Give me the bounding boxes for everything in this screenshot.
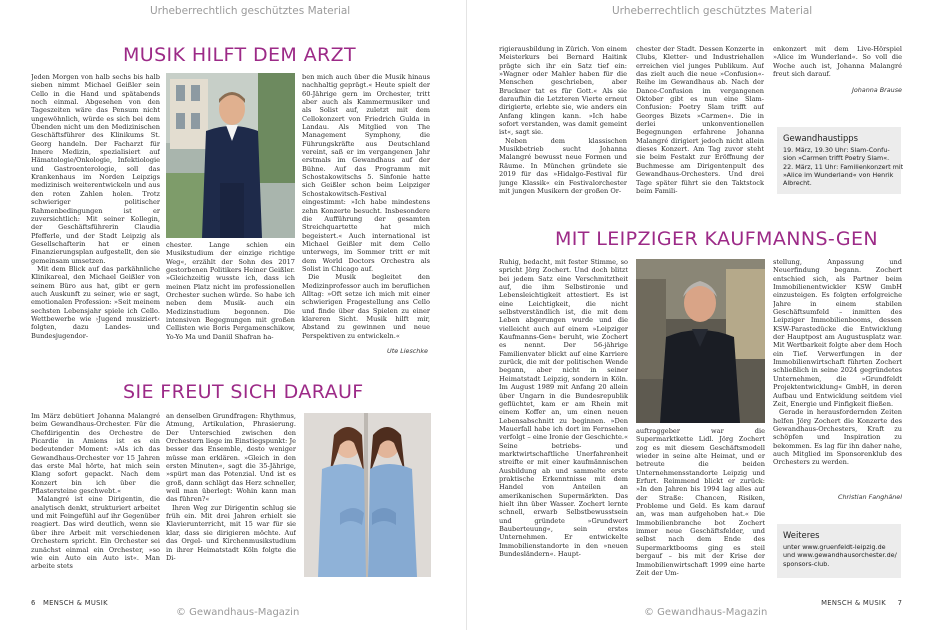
article3-column-2 bbox=[636, 427, 765, 580]
photo-joerg-zochert-image bbox=[636, 259, 765, 423]
article1-paragraph: Mit dem Blick auf das parkähnliche Klinikareal, den Michael Geißler von seinem Büro aus hat, gibt er gern auch Auskunft zu seiner, wie er sagt, emotionalen Profession: »Seit meinem sechsten Lebensjahr spiele ich Cello. Wettbewerbe wie ›Jugend musiziert‹ folgten, dazu Landes- und Bundesjugendor- bbox=[31, 264, 160, 340]
copyright-right: © Gewandhaus-Magazin bbox=[644, 607, 768, 618]
article2-column-1 bbox=[31, 412, 160, 582]
info-line-1[interactable]: unter www.gruenfeldt-leipzig.de bbox=[783, 543, 886, 551]
article-title-kaufmanns-gen: MIT LEIPZIGER KAUFMANNS-GEN bbox=[555, 228, 879, 250]
article-title-sie-freut: SIE FREUT SICH DARAUF bbox=[123, 381, 364, 403]
info-line-3[interactable]: sponsors-club. bbox=[783, 559, 830, 568]
article2-paragraph: Im März debütiert Johanna Malangré beim Gewandhaus-Orchester. Für die Chefdirigentin des Orchestre de Picardie in Amiens ist es ein bedeutender Moment: »Als ich das Gewandhaus-Orchester vor 15 Jahren das erste Mal hörte, hat mich sein Klang sofort gepackt. Nach dem Konzert bin ich über die Pflastersteine geschwebt.« bbox=[31, 412, 160, 496]
article2-column-4 bbox=[636, 45, 764, 203]
info-box-title: Weiteres bbox=[783, 530, 820, 540]
info-line-2[interactable]: und www.gewandhausorchester.de/ bbox=[783, 551, 897, 560]
article2-paragraph: Ihren Weg zur Dirigentin schlug sie früh ein. Mit drei Jahren erhielt sie Klavierunterricht, mit 15 war für sie klar, dass sie dirigieren möchte. Auf das Orgel- und Kirchenmusikstudium in ihrer Heimatstadt Köln folgte die Di- bbox=[166, 503, 296, 562]
article3-paragraph: auftraggeber war die Supermarktkette Lidl. Jörg Zochert zog es mit diesem Geschäftsmodell wieder in seine alte Heimat, und er betreute die beiden Unternehmensstandorte Leipzig und Erfurt. Reimmend blickt er zurück: »In den Jahren bis 1994 lag alles auf der Straße: Chancen, Risiken, Probleme und Geld. Es kam darauf an, was man aufgehoben hat.« Die Immobilienbranche bot Zochert immer neue Geschäftsfelder, und selbst nach dem Ende des Supermarktbooms ging es steil bergauf – bis mit der Krise der Immobilienwirtschaft 1999 eine harte Zeit der Um- bbox=[636, 427, 765, 577]
article1-column-1 bbox=[31, 73, 160, 358]
article2-column-5 bbox=[773, 45, 902, 81]
photo-johanna-malangre-image bbox=[304, 413, 431, 577]
article2-paragraph: an denselben Grundfragen: Rhythmus, Atmung, Artikulation, Phrasierung. Der Unterschied zwischen den Orchestern liege im Einstiegspunkt: Je besser das Ensemble, desto weniger müsse man erklären. »Gleich in den ersten Minuten«, sagt die 35-Jährige, »spürt man das Potenzial. Und ist es groß, dann schlägt das Herz schneller, weil man überlegt: Wohin kann man das führen?« bbox=[166, 412, 296, 504]
article2-paragraph: rigierausbildung in Zürich. Von einem Meisterkurs bei Bernard Haitink prägte sich ihr ein Satz tief ein: »Wagner oder Mahler haben für die Menschen geschrieben, aber Bruckner tat es für Gott.« Als sie daraufhin die Letzteren Vierte erneut dirigierte, erlebte sie, wie anders ein Anfang klingen kann. »Ich habe sofort verstanden, was damit gemeint ist«, sagt sie. bbox=[499, 45, 627, 137]
article2-paragraph: Malangré ist eine Dirigentin, die analytisch denkt, strukturiert arbeitet und mit Feingefühl auf ihr Gegenüber reagiert. Das wird deutlich, wenn sie über ihre Arbeit mit verschiedenen Orchestern spricht. Ein Orchester sei zunächst einmal ein Orchester, »so wie ein Auto ein Auto ist«. Man arbeite stets bbox=[31, 495, 160, 571]
gewandhaus-tips-box bbox=[777, 127, 904, 194]
article2-paragraph: chester der Stadt. Dessen Konzerte in Clubs, Kletter- und Industriehallen erreichen viel junges Publikum. Auf das zielt auch die neue »Confusion«-Reihe im Gewandhaus ab. Nach der Dance-Confusion im vergangenen Oktober gibt es nun eine Slam-Confusion: Poetry Slam trifft auf Georges Bizets »Carmen«. Die in derlei unkonventionellen Begegnungen erfahrene Johanna Malangré dirigiert jedoch nicht allein dieses Konzert. Am Tag zuvor steht sie beim Festakt zur Eröffnung der Buchmesse am Dirigentenpult des Gewandhaus-Orchesters. Und drei Tage später führt sie den Taktstock beim Famili- bbox=[636, 45, 764, 195]
copyright-left: © Gewandhaus-Magazin bbox=[176, 607, 300, 618]
article-title-musik: MUSIK HILFT DEM ARZT bbox=[123, 44, 357, 66]
article1-column-3 bbox=[302, 73, 430, 345]
article3-paragraph: Ruhig, bedacht, mit fester Stimme, so spricht Jörg Zochert. Und doch blitzt bei jedem Satz eine Verschmitztheit auf, die ihm Selbstironie und Lebensleichtigkeit attestiert. Es ist eine Leichtigkeit, die nicht selbstverständlich ist, die mit dem Leben abgerungen wurde und die vielleicht auch auf einem »Leipziger Kaufmanns-Gen« beruht, wie Zochert es nennt. Der 56-jährige Familienvater blickt auf eine Karriere zurück, die mit der politischen Wende begann, aber nicht in seiner Heimatstadt Leipzig, sondern in Köln. Im August 1989 mit Anfang 20 allein über Ungarn in die Bundesrepublik geflüchtet, kam er am Rhein mit einem Koffer an, um einen neuen Lebensabschnitt zu beginnen. »Den Mauerfall habe ich dort im Fernsehen verfolgt – eine Ironie der Geschichte.« Seine betriebs- und marktwirtschaftliche Unerfahrenheit streifte er mit einer kaufmännischen Ausbildung ab und sammelte erste praktische Erkenntnisse mit dem Handel von Anteilen an amerikanischen Supermärkten. Das hielt ihn über Wasser. Zochert lernte schnell, erwarb Selbstbewusstsein und gründete »Grundwert Bauberteuung«, sein erstes Unternehmen. Er entwickelte Immobilienstandorte in den »neuen Bundesländern«. Haupt- bbox=[499, 258, 628, 559]
article2-column-3 bbox=[499, 45, 627, 203]
page-number-left: 6 bbox=[31, 599, 36, 607]
photo-michael-geissler-image bbox=[166, 73, 295, 238]
photo-johanna-malangre bbox=[304, 413, 431, 577]
photo-joerg-zochert bbox=[636, 259, 765, 423]
article3-paragraph: Gerade in herausfordernden Zeiten helfen Jörg Zochert die Konzerte des Gewandhaus-Orchesters, Kraft zu schöpfen und Inspiration zu bekommen. Es lag für ihn daher nahe, auch Mitglied im Sponsorenklub des Orchesters zu werden. bbox=[773, 408, 902, 467]
further-info-box bbox=[777, 524, 901, 578]
article2-paragraph: Neben dem klassischen Musikbetrieb sucht Johanna Malangré bewusst neue Formen und Räume. In München gründete sie 2019 für das »Hidalgo-Festival für junge Klassik« ein Festivalorchester mit jungen Musikern der großen Or- bbox=[499, 136, 627, 195]
tip-line-2a: 22. März, 11 Uhr: Familienkonzert mit bbox=[783, 162, 904, 171]
section-label-left: MENSCH & MUSIK bbox=[43, 599, 108, 607]
section-label-right: MENSCH & MUSIK bbox=[821, 599, 886, 607]
article3-column-1 bbox=[499, 258, 628, 580]
article1-paragraph: Die Musik begleitet den Medizinprofessor auch im beruflichen Alltag: »Oft setze ich mich mit einer schwierigen Fragestellung ans Cello und finde über das Spielen zu einer klareren Sicht. Musik hilft mir, Abstand zu gewinnen und neue Perspektiven zu entwickeln.« bbox=[302, 273, 430, 340]
article3-author: Christian Fanghänel bbox=[838, 493, 902, 501]
watermark-left: Urheberrechtlich geschütztes Material bbox=[150, 5, 351, 17]
article1-paragraph: Jeden Morgen von halb sechs bis halb sieben nimmt Michael Geißler sein Cello in die Hand und spätabends noch einmal. Abgesehen von den Tageszeiten wäre das Pensum nicht ungewöhnlich, würde es sich bei dem Übenden nicht um den Medizinischen Geschäftsführer des Klinikums St. Georg handeln. Der Facharzt für Innere Medizin, spezialisiert auf Hämatologie/Onkologie, Infektiologie und Gastroenterologie, soll das Krankenhaus im Norden Leipzigs medizinisch weiterentwickeln und aus den roten Zahlen holen. Trotz schwieriger politischer Rahmenbedingungen ist er zuversichtlich: Mit seiner Kollegin, der Geschäftsführerin Claudia Pfefferle, und der Stadt Leipzig als Gesellschafterin hat er einen Finanzierungsplan aufgestellt, den sie gemeinsam umsetzen. bbox=[31, 73, 160, 265]
photo-michael-geissler bbox=[166, 73, 295, 238]
page-gutter bbox=[466, 0, 467, 630]
tip-line-2b: »Alice im Wunderland« von Henrik bbox=[783, 170, 894, 179]
info-box-body bbox=[777, 543, 901, 572]
article3-paragraph: stellung, Anpassung und Neuerfindung begann. Zochert entschied sich, als Partner beim Immobilienentwickler KSW GmbH einzusteigen. Es folgten erfolgreiche Jahre in einem stabilen Geschäftsumfeld – inmitten des Leipziger Immobilienbooms, dessen KSW-Parastedücke die Entwicklung der Hauptpost am Augustusplatz war. Mit Wertbarkeit folgte aber dem Hoch ein Tief. Verwerfungen in der Immobilienwirtschaft führten Zochert schließlich in seine 2024 gegründetes Unternehmen, die »Grundfeldt Projektentwicklung« GmbH, in deren Aufbau und Entwicklung seitdem viel Zeit, Energie und Finfigkeit fließen. bbox=[773, 258, 902, 408]
article1-author: Ute Lieschke bbox=[387, 347, 428, 355]
article2-author: Johanna Brause bbox=[851, 86, 902, 94]
page-number-right: 7 bbox=[897, 599, 902, 607]
tip-line-1a: 19. März, 19.30 Uhr: Slam-Confu- bbox=[783, 146, 890, 154]
article1-paragraph: ben mich auch über die Musik hinaus nachhaltig geprägt.« Heute spielt der 60-Jährige gern im Orchester, tritt aber auch als Kammermusiker und als Solist auf, zuletzt mit dem Cellokonzert von Friedrich Gulda in Landau. Als Mitglied von The Management Symphony, die Führungskräfte aus Deutschland vereint, saß er im vergangenen Jahr erstmals im Gewandhaus auf der Bühne. Auf das Programm mit Schostakowitschs 5. Sinfonie hatte sich Geißler schon beim Leipziger Schostakowitsch-Festival eingestimmt: »Ich habe mindestens zehn Konzerte besucht. Insbesondere die Aufführung der gesamten Streichquartette hat mich begeistert.« Auch international ist Michael Geißler mit dem Cello unterwegs, im Sommer tritt er mit dem World Doctors Orchestra als Solist in Chicago auf. bbox=[302, 73, 430, 273]
tips-box-body bbox=[777, 146, 904, 191]
article1-paragraph: chester. Lange schien ein Musikstudium der einzige richtige Weg«, erzählt der Sohn des 2017 gestorbenen Politikers Heiner Geißler. »Gleichzeitig wusste ich, dass ich meinen Platz nicht im professionellen Orchester suchen würde. So habe ich neben dem Musik- auch ein Medizinstudium begonnen. Die intensiven Begegnungen mit großen Cellisten wie Boris Pergamenschikow, Yo-Yo Ma und Daniil Shafran ha- bbox=[166, 241, 295, 341]
article1-column-2 bbox=[166, 241, 295, 358]
article3-column-3 bbox=[773, 258, 902, 490]
tip-line-1b: sion »Carmen trifft Poetry Slam«. bbox=[783, 154, 890, 163]
tips-box-title: Gewandhaustipps bbox=[783, 133, 858, 143]
watermark-right: Urheberrechtlich geschütztes Material bbox=[612, 5, 813, 17]
article2-column-2 bbox=[166, 412, 296, 582]
article2-paragraph: enkonzert mit dem Live-Hörspiel »Alice im Wunderland«. So voll die Woche auch ist, Johanna Malangré freut sich darauf. bbox=[773, 45, 902, 79]
tip-line-2c: Albrecht. bbox=[783, 179, 812, 188]
